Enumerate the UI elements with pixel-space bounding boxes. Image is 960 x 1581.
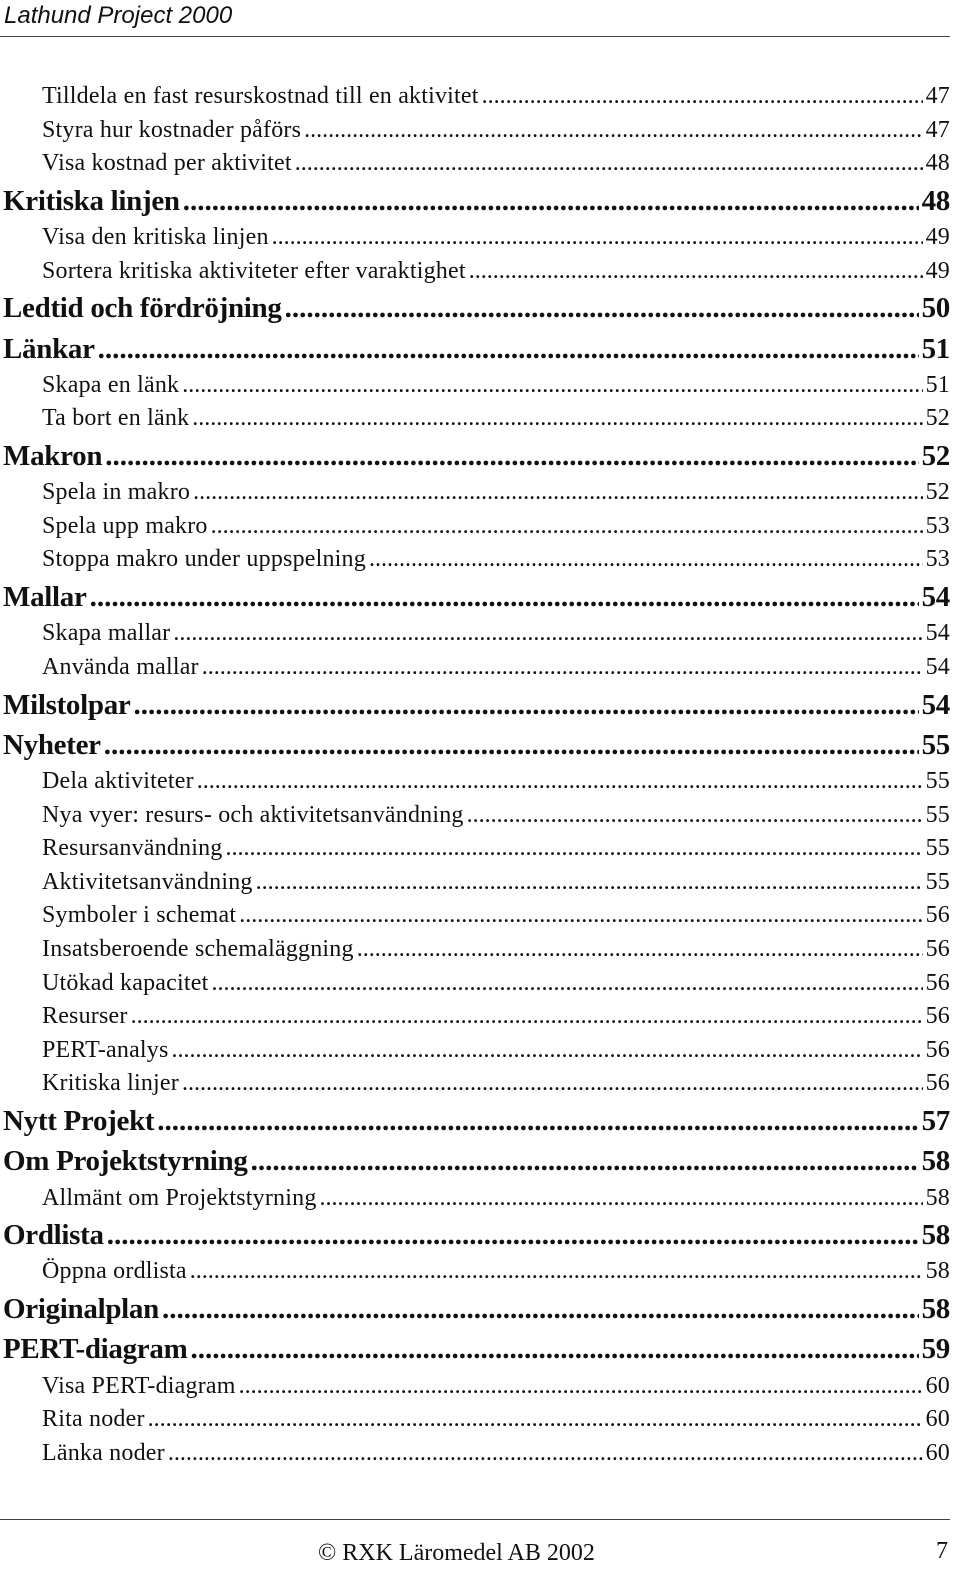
dot-leader xyxy=(90,577,919,617)
toc-entry-page-number: 48 xyxy=(921,184,950,217)
toc-entry-label: Dela aktiviteter xyxy=(42,768,194,795)
toc-entry-page-number: 58 xyxy=(921,1145,950,1178)
toc-entry-page-number: 55 xyxy=(921,728,950,761)
dot-leader xyxy=(211,510,923,544)
toc-entry-page-number: 47 xyxy=(925,83,950,109)
toc-section-entry[interactable] xyxy=(0,577,950,617)
toc-entry-page-number: 54 xyxy=(921,688,950,721)
toc-subsection-entry[interactable] xyxy=(0,866,950,900)
copyright-notice: © RXK Läromedel AB 2002 xyxy=(318,1540,595,1566)
toc-section-entry[interactable] xyxy=(0,181,950,221)
page-footer xyxy=(0,1519,950,1581)
toc-subsection-entry[interactable] xyxy=(0,1437,950,1471)
toc-subsection-entry[interactable] xyxy=(0,765,950,799)
toc-entry-page-number: 53 xyxy=(925,546,950,573)
toc-entry-label: Rita noder xyxy=(42,1406,145,1433)
dot-leader xyxy=(239,899,922,933)
toc-entry-page-number: 60 xyxy=(925,1439,950,1466)
toc-section-entry[interactable] xyxy=(0,1329,950,1369)
toc-entry-label: Spela in makro xyxy=(42,479,191,506)
toc-subsection-entry[interactable] xyxy=(0,1034,950,1068)
dot-leader xyxy=(239,1370,923,1404)
toc-entry-page-number: 56 xyxy=(925,1036,950,1063)
toc-subsection-entry[interactable] xyxy=(0,80,950,114)
toc-subsection-entry[interactable] xyxy=(0,617,950,651)
toc-entry-page-number: 49 xyxy=(925,224,950,251)
toc-entry-label: Styra hur kostnader påförs xyxy=(42,116,302,143)
dot-leader xyxy=(251,1141,919,1181)
dot-leader xyxy=(131,1000,923,1034)
toc-subsection-entry[interactable] xyxy=(0,1255,950,1289)
toc-subsection-entry[interactable] xyxy=(0,832,950,866)
dot-leader xyxy=(357,933,923,967)
toc-entry-page-number: 56 xyxy=(925,1070,950,1097)
toc-subsection-entry[interactable] xyxy=(0,899,950,933)
toc-entry-label: Insatsberoende schemaläggning xyxy=(42,936,354,963)
toc-entry-page-number: 55 xyxy=(925,768,950,795)
toc-entry-page-number: 54 xyxy=(921,581,950,614)
toc-entry-label: PERT-diagram xyxy=(3,1333,188,1366)
toc-entry-label: Resurser xyxy=(42,1003,128,1030)
toc-section-entry[interactable] xyxy=(0,1289,950,1329)
toc-entry-label: Visa den kritiska linjen xyxy=(42,224,269,251)
toc-entry-page-number: 56 xyxy=(925,969,950,996)
toc-entry-page-number: 60 xyxy=(925,1372,950,1399)
toc-entry-page-number: 55 xyxy=(925,835,950,862)
toc-entry-label: Länka noder xyxy=(42,1439,165,1466)
toc-entry-page-number: 56 xyxy=(925,936,950,963)
toc-subsection-entry[interactable] xyxy=(0,543,950,577)
toc-entry-label: Ordlista xyxy=(3,1219,104,1252)
page-header xyxy=(0,0,950,37)
toc-entry-label: Originalplan xyxy=(3,1293,159,1326)
toc-entry-page-number: 47 xyxy=(925,116,950,143)
dot-leader xyxy=(272,221,923,255)
document-title: Lathund Project 2000 xyxy=(4,2,233,29)
dot-leader xyxy=(369,543,923,577)
toc-subsection-entry[interactable] xyxy=(0,1067,950,1101)
toc-entry-label: Om Projektstyrning xyxy=(3,1145,248,1178)
toc-entry-page-number: 59 xyxy=(921,1333,950,1366)
toc-subsection-entry[interactable] xyxy=(0,510,950,544)
toc-subsection-entry[interactable] xyxy=(0,114,950,148)
toc-entry-label: PERT-analys xyxy=(42,1036,169,1063)
toc-subsection-entry[interactable] xyxy=(0,1403,950,1437)
dot-leader xyxy=(104,725,919,765)
toc-subsection-entry[interactable] xyxy=(0,1000,950,1034)
toc-subsection-entry[interactable] xyxy=(0,651,950,685)
toc-subsection-entry[interactable] xyxy=(0,221,950,255)
dot-leader xyxy=(193,476,922,510)
toc-entry-label: Makron xyxy=(3,440,103,472)
dot-leader xyxy=(197,765,923,799)
toc-entry-page-number: 50 xyxy=(921,292,950,325)
toc-subsection-entry[interactable] xyxy=(0,1370,950,1404)
toc-entry-label: Öppna ordlista xyxy=(42,1258,187,1285)
dot-leader xyxy=(134,685,919,725)
toc-entry-label: Stoppa makro under uppspelning xyxy=(42,546,366,573)
toc-entry-label: Visa kostnad per aktivitet xyxy=(42,150,292,177)
toc-section-entry[interactable] xyxy=(0,685,950,725)
dot-leader xyxy=(172,1034,923,1068)
toc-entry-page-number: 56 xyxy=(925,1003,950,1030)
table-of-contents xyxy=(0,80,950,1470)
toc-entry-page-number: 51 xyxy=(921,332,950,365)
dot-leader xyxy=(304,114,922,148)
toc-entry-page-number: 58 xyxy=(925,1258,950,1285)
toc-section-entry[interactable] xyxy=(0,1215,950,1255)
dot-leader xyxy=(467,799,923,833)
toc-entry-label: Sortera kritiska aktiviteter efter varaktighet xyxy=(42,257,466,284)
toc-entry-label: Nya vyer: resurs- och aktivitetsanvändning xyxy=(42,801,464,828)
toc-entry-page-number: 48 xyxy=(925,150,950,177)
toc-entry-label: Nytt Projekt xyxy=(3,1104,155,1137)
toc-entry-label: Allmänt om Projektstyrning xyxy=(42,1184,317,1211)
dot-leader xyxy=(190,1255,923,1289)
dot-leader xyxy=(295,147,923,181)
toc-subsection-entry[interactable] xyxy=(0,402,950,436)
dot-leader xyxy=(107,1215,919,1255)
dot-leader xyxy=(157,1101,918,1141)
toc-entry-page-number: 56 xyxy=(925,902,950,929)
dot-leader xyxy=(226,832,923,866)
dot-leader xyxy=(182,369,922,403)
dot-leader xyxy=(469,255,923,289)
dot-leader xyxy=(105,436,918,476)
dot-leader xyxy=(190,1329,918,1369)
toc-subsection-entry[interactable] xyxy=(0,799,950,833)
toc-subsection-entry[interactable] xyxy=(0,1182,950,1216)
toc-entry-label: Symboler i schemat xyxy=(42,902,237,929)
dot-leader xyxy=(182,1067,923,1101)
toc-entry-page-number: 55 xyxy=(925,801,950,828)
dot-leader xyxy=(148,1403,923,1437)
toc-entry-page-number: 51 xyxy=(925,371,950,398)
dot-leader xyxy=(162,1289,919,1329)
toc-entry-page-number: 60 xyxy=(925,1406,950,1433)
toc-entry-label: Tilldela en fast resurskostnad till en aktivitet xyxy=(42,83,479,109)
toc-entry-page-number: 52 xyxy=(925,479,950,506)
dot-leader xyxy=(168,1437,923,1471)
dot-leader xyxy=(173,617,922,651)
dot-leader xyxy=(285,288,919,328)
toc-subsection-entry[interactable] xyxy=(0,476,950,510)
toc-entry-page-number: 58 xyxy=(921,1293,950,1326)
toc-entry-label: Visa PERT-diagram xyxy=(42,1372,236,1399)
toc-section-entry[interactable] xyxy=(0,288,950,328)
toc-subsection-entry[interactable] xyxy=(0,933,950,967)
toc-entry-label: Länkar xyxy=(3,332,95,365)
toc-entry-label: Milstolpar xyxy=(3,688,131,721)
toc-entry-page-number: 52 xyxy=(921,440,950,472)
toc-entry-label: Skapa mallar xyxy=(42,620,171,647)
toc-entry-page-number: 53 xyxy=(925,512,950,539)
toc-entry-page-number: 49 xyxy=(925,257,950,284)
dot-leader xyxy=(211,967,922,1001)
toc-entry-page-number: 52 xyxy=(925,405,950,432)
toc-entry-label: Skapa en länk xyxy=(42,371,180,398)
dot-leader xyxy=(98,329,919,369)
toc-entry-label: Ta bort en länk xyxy=(42,405,190,432)
toc-entry-label: Resursanvändning xyxy=(42,835,223,862)
dot-leader xyxy=(192,402,922,436)
toc-entry-label: Spela upp makro xyxy=(42,512,208,539)
page-number: 7 xyxy=(936,1538,948,1564)
toc-section-entry[interactable] xyxy=(0,436,950,476)
dot-leader xyxy=(256,866,923,900)
toc-entry-label: Aktivitetsanvändning xyxy=(42,868,253,895)
toc-subsection-entry[interactable] xyxy=(0,255,950,289)
toc-entry-page-number: 55 xyxy=(925,868,950,895)
toc-entry-label: Kritiska linjen xyxy=(3,184,180,217)
dot-leader xyxy=(320,1182,923,1216)
toc-entry-page-number: 54 xyxy=(925,653,950,680)
toc-entry-label: Mallar xyxy=(3,581,87,614)
toc-entry-page-number: 58 xyxy=(925,1184,950,1211)
toc-section-entry[interactable] xyxy=(0,1141,950,1181)
dot-leader xyxy=(183,181,919,221)
toc-entry-page-number: 58 xyxy=(921,1219,950,1252)
toc-entry-label: Använda mallar xyxy=(42,653,199,680)
toc-section-entry[interactable] xyxy=(0,329,950,369)
toc-subsection-entry[interactable] xyxy=(0,147,950,181)
toc-entry-page-number: 57 xyxy=(921,1104,950,1137)
toc-entry-page-number: 54 xyxy=(925,620,950,647)
toc-entry-label: Kritiska linjer xyxy=(42,1070,179,1097)
toc-subsection-entry[interactable] xyxy=(0,967,950,1001)
dot-leader xyxy=(202,651,923,685)
toc-entry-label: Nyheter xyxy=(3,728,101,761)
toc-subsection-entry[interactable] xyxy=(0,369,950,403)
toc-section-entry[interactable] xyxy=(0,725,950,765)
toc-entry-label: Utökad kapacitet xyxy=(42,969,209,996)
dot-leader xyxy=(482,80,923,114)
toc-entry-label: Ledtid och fördröjning xyxy=(3,292,282,325)
toc-section-entry[interactable] xyxy=(0,1101,950,1141)
